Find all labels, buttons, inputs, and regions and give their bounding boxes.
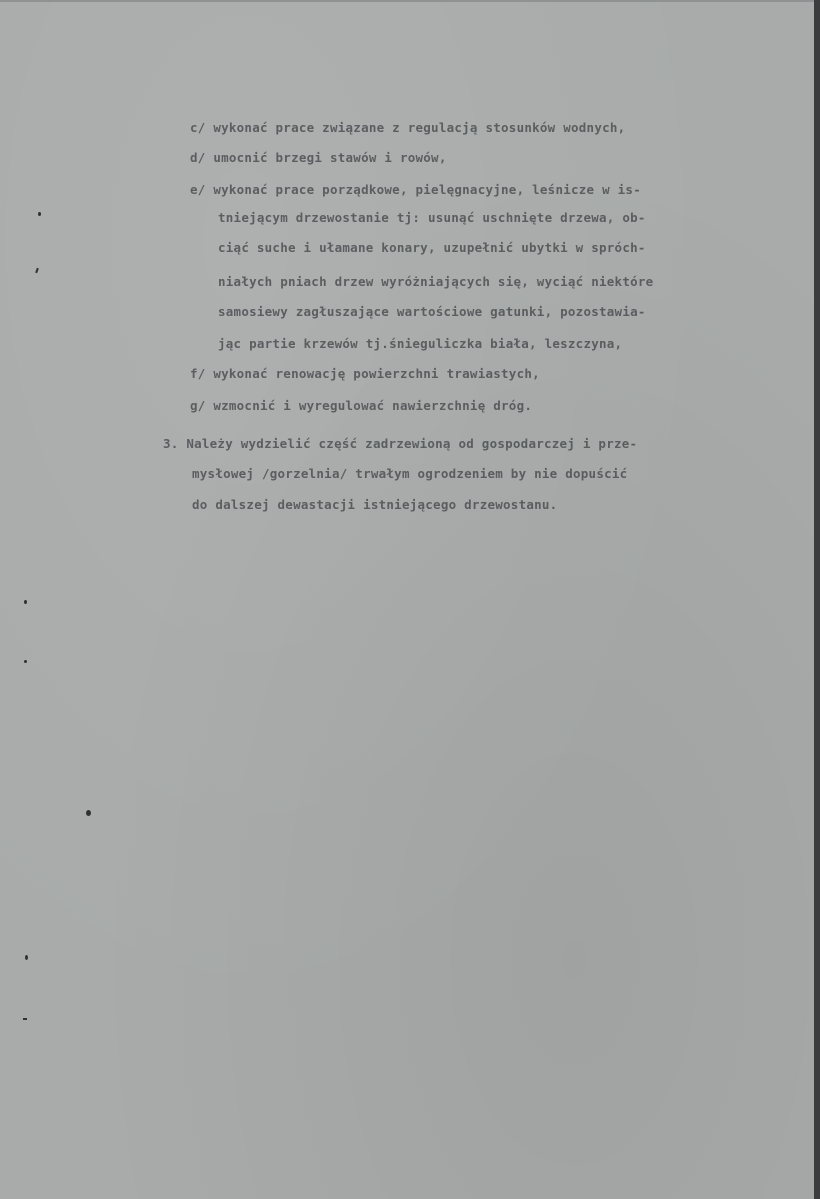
text-line-g: g/ wzmocnić i wyregulować nawierzchnię dróg.: [190, 398, 533, 413]
text-line-c: c/ wykonać prace związane z regulacją stosunków wodnych,: [190, 120, 626, 135]
text-line-point-3: 3. Należy wydzielić część zadrzewioną od gospodarczej i prze-: [163, 436, 638, 451]
margin-mark: [38, 212, 41, 216]
text-line-e-cont-2: ciąć suche i ułamane konary, uzupełnić ubytki w spróch-: [218, 240, 646, 255]
text-line-e: e/ wykonać prace porządkowe, pielęgnacyjne, leśnicze w is-: [190, 182, 641, 197]
margin-mark: [35, 268, 39, 273]
text-line-e-cont-3: niałych pniach drzew wyróżniających się, wyciąć niektóre: [218, 274, 654, 289]
page-top-edge: [0, 0, 820, 2]
margin-mark: [86, 810, 91, 816]
text-line-e-cont-4: samosiewy zagłuszające wartościowe gatunki, pozostawia-: [218, 304, 646, 319]
text-line-point-3-cont-1: mysłowej /gorzelnia/ trwałym ogrodzeniem by nie dopuścić: [192, 466, 628, 481]
margin-mark: [24, 660, 27, 663]
margin-mark: [24, 600, 27, 604]
text-line-point-3-cont-2: do dalszej dewastacji istniejącego drzewostanu.: [192, 497, 558, 512]
text-line-f: f/ wykonać renowację powierzchni trawiastych,: [190, 366, 540, 381]
text-line-d: d/ umocnić brzegi stawów i rowów,: [190, 150, 447, 165]
margin-mark: [23, 1018, 27, 1020]
text-line-e-cont-5: jąc partie krzewów tj.śnieguliczka biała, leszczyna,: [218, 336, 623, 351]
page-right-edge: [814, 0, 820, 1199]
margin-mark: [25, 955, 28, 960]
text-line-e-cont-1: tniejącym drzewostanie tj: usunąć uschnięte drzewa, ob-: [218, 210, 646, 225]
